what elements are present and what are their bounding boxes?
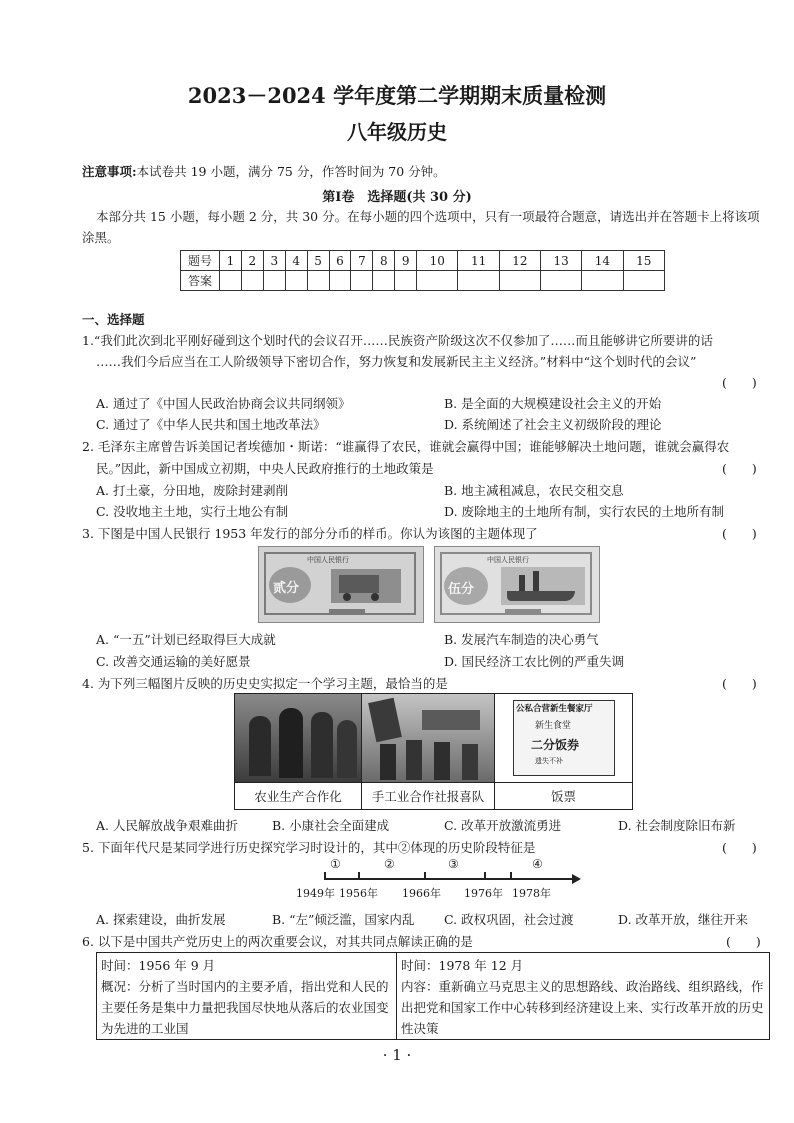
table-cell: 3: [263, 251, 285, 271]
photo-caption-farming: 农业生产合作化: [235, 782, 361, 810]
answer-cell[interactable]: [395, 271, 417, 291]
table-cell: 4: [285, 251, 307, 271]
photo-caption-ticket: 饭票: [495, 782, 632, 810]
q1-option-d[interactable]: D. 系统阐述了社会主义初级阶段的理论: [444, 417, 662, 432]
handicraft-cooperative-photo: [362, 694, 495, 782]
answer-cell[interactable]: [285, 271, 307, 291]
q4-option-a[interactable]: A. 人民解放战争艰难曲折: [96, 818, 238, 833]
q3-option-b[interactable]: B. 发展汽车制造的决心勇气: [444, 632, 599, 647]
notice-text: 本试卷共 19 小题，满分 75 分，作答时间为 70 分钟。: [136, 164, 446, 179]
table-cell: 10: [417, 251, 458, 271]
exam-subject: 八年级历史: [347, 120, 447, 144]
q6-answer-paren: ( ): [726, 934, 761, 949]
timeline-year: 1978年: [512, 887, 551, 900]
table-cell: 15: [623, 251, 664, 271]
answer-cell[interactable]: [241, 271, 263, 291]
q3-option-d[interactable]: D. 国民经济工农比例的严重失调: [444, 654, 625, 669]
answer-cell[interactable]: [373, 271, 395, 291]
table-cell: 13: [541, 251, 582, 271]
section-title: 一、选择题: [82, 312, 145, 327]
table-head-answer: 答案: [181, 271, 220, 291]
q1-answer-paren: ( ): [722, 375, 757, 390]
answer-table: [180, 250, 665, 291]
meeting-1978-content: 内容：重新确立马克思主义的思想路线、政治路线、组织路线，作出把党和国家工作中心转移到经济建设上来、实行改革开放的历史性决策: [401, 979, 764, 1036]
timeline-mark-2: ②: [384, 857, 395, 871]
exam-title: 2023－2024 学年度第二学期期末质量检测: [187, 83, 607, 108]
q4-option-c[interactable]: C. 改革开放激流勇进: [444, 818, 562, 833]
ticket-canteen: 新生食堂: [535, 721, 572, 731]
answer-cell[interactable]: [541, 271, 582, 291]
part1-title: 第Ⅰ卷 选择题(共 30 分): [322, 190, 472, 205]
q5-option-c[interactable]: C. 政权巩固，社会过渡: [444, 912, 574, 927]
table-cell: 2: [241, 251, 263, 271]
notice: [82, 162, 446, 180]
table-cell: 11: [458, 251, 499, 271]
table-cell: 5: [307, 251, 329, 271]
answer-cell[interactable]: [623, 271, 664, 291]
answer-cell[interactable]: [499, 271, 540, 291]
table-cell: 6: [329, 251, 351, 271]
table-cell: 9: [395, 251, 417, 271]
q4-photo-panel: [234, 693, 633, 810]
page-number: · 1 ·: [382, 1046, 412, 1064]
answer-cell[interactable]: [263, 271, 285, 291]
banknote-5fen-image: [434, 546, 600, 623]
banknote-bank-label: 中国人民银行: [487, 556, 529, 564]
table-cell: 14: [582, 251, 623, 271]
table-cell: 12: [499, 251, 540, 271]
table-row: [181, 251, 665, 271]
q1-option-c[interactable]: C. 通过了《中华人民共和国土地改革法》: [96, 417, 326, 432]
part1-intro-line1: 本部分共 15 小题，每小题 2 分，共 30 分。在每小题的四个选项中，只有一项最符合题意，请选出并在答题卡上将该项: [96, 209, 760, 224]
ticket-note: 遗失不补: [535, 757, 563, 765]
timeline-year: 1966年: [402, 887, 441, 900]
meeting-1978: [397, 953, 769, 1039]
banknote-bank-label: 中国人民银行: [307, 556, 349, 564]
q5-answer-paren: ( ): [722, 840, 757, 855]
q4-stem: 4. 为下列三幅图片反映的历史史实拟定一个学习主题，最恰当的是: [82, 676, 448, 691]
q4-option-d[interactable]: D. 社会制度除旧布新: [618, 818, 736, 833]
q2-option-d[interactable]: D. 废除地主的土地所有制，实行农民的土地所有制: [444, 504, 725, 519]
q1-stem-line2: ……我们今后应当在工人阶级领导下密切合作，努力恢复和发展新民主主义经济。”材料中“这个划时代的会议”: [96, 354, 697, 369]
ticket-title: 公私合营新生餐家厅: [516, 704, 593, 714]
table-head-number: 题号: [181, 251, 220, 271]
table-row: [181, 271, 665, 291]
q3-answer-paren: ( ): [722, 526, 757, 541]
q5-stem: 5. 下面年代尺是某同学进行历史探究学习时设计的，其中②体现的历史阶段特征是: [82, 840, 536, 855]
meeting-1978-time: 时间：1978 年 12 月: [401, 958, 524, 973]
timeline-mark-1: ①: [330, 857, 341, 871]
banknote-value: 贰分: [273, 581, 300, 596]
meeting-comparison-box: [96, 952, 770, 1040]
q1-option-a[interactable]: A. 通过了《中国人民政治协商会议共同纲领》: [96, 396, 351, 411]
q6-stem: 6. 以下是中国共产党历史上的两次重要会议，对其共同点解读正确的是: [82, 934, 473, 949]
q3-option-c[interactable]: C. 改善交通运输的美好愿景: [96, 654, 251, 669]
answer-cell[interactable]: [220, 271, 242, 291]
answer-cell[interactable]: [458, 271, 499, 291]
timeline-mark-3: ③: [448, 857, 459, 871]
q5-option-b[interactable]: B. “左”倾泛滥，国家内乱: [272, 912, 415, 927]
q3-option-a[interactable]: A. “一五”计划已经取得巨大成就: [96, 632, 276, 647]
part1-intro-line2: 涂黑。: [82, 230, 120, 245]
q5-option-d[interactable]: D. 改革开放，继往开来: [618, 912, 749, 927]
table-cell: 8: [373, 251, 395, 271]
table-cell: 1: [220, 251, 242, 271]
answer-cell[interactable]: [351, 271, 373, 291]
table-cell: 7: [351, 251, 373, 271]
timeline-ruler: [296, 858, 586, 904]
timeline-year: 1956年: [339, 887, 378, 900]
answer-cell[interactable]: [307, 271, 329, 291]
q2-option-a[interactable]: A. 打土豪，分田地，废除封建剥削: [96, 483, 288, 498]
timeline-year: 1976年: [464, 887, 503, 900]
meeting-1956-summary: 概况：分析了当时国内的主要矛盾，指出党和人民的主要任务是集中力量把我国尽快地从落后的农业国变为先进的工业国: [101, 979, 389, 1036]
answer-cell[interactable]: [329, 271, 351, 291]
meeting-1956: [97, 953, 397, 1039]
q1-stem-line1: 1.“我们此次到北平刚好碰到这个划时代的会议召开……民族资产阶级这次不仅参加了……而且能够讲它所要讲的话: [82, 333, 713, 348]
banknote-value: 伍分: [448, 582, 475, 597]
notice-label: 注意事项:: [82, 164, 137, 179]
q2-stem-line2: 民。”因此，新中国成立初期，中央人民政府推行的土地政策是: [96, 461, 434, 476]
q2-option-c[interactable]: C. 没收地主土地，实行土地公有制: [96, 504, 289, 519]
q2-option-b[interactable]: B. 地主减租减息，农民交租交息: [444, 483, 624, 498]
q1-option-b[interactable]: B. 是全面的大规模建设社会主义的开始: [444, 396, 662, 411]
q4-answer-paren: ( ): [722, 676, 757, 691]
meeting-1956-time: 时间：1956 年 9 月: [101, 958, 216, 973]
photo-caption-handicraft: 手工业合作社报喜队: [362, 782, 494, 810]
timeline-year: 1949年: [296, 887, 335, 900]
farming-cooperative-photo: [235, 694, 362, 782]
q3-stem: 3. 下图是中国人民银行 1953 年发行的部分分币的样币。你认为该图的主题体现了: [82, 526, 538, 541]
q2-stem-line1: 2. 毛泽东主席曾告诉美国记者埃德加・斯诺：“谁赢得了农民，谁就会赢得中国；谁能够解决土地问题，谁就会赢得农: [82, 439, 730, 454]
meal-ticket-image: [495, 694, 632, 782]
answer-cell[interactable]: [417, 271, 458, 291]
answer-cell[interactable]: [582, 271, 623, 291]
q2-answer-paren: ( ): [722, 461, 757, 476]
timeline-mark-4: ④: [532, 857, 543, 871]
banknote-2fen-image: [258, 546, 424, 623]
q5-option-a[interactable]: A. 探索建设，曲折发展: [96, 912, 226, 927]
q4-option-b[interactable]: B. 小康社会全面建成: [272, 818, 390, 833]
ticket-value: 二分饭券: [531, 738, 580, 752]
